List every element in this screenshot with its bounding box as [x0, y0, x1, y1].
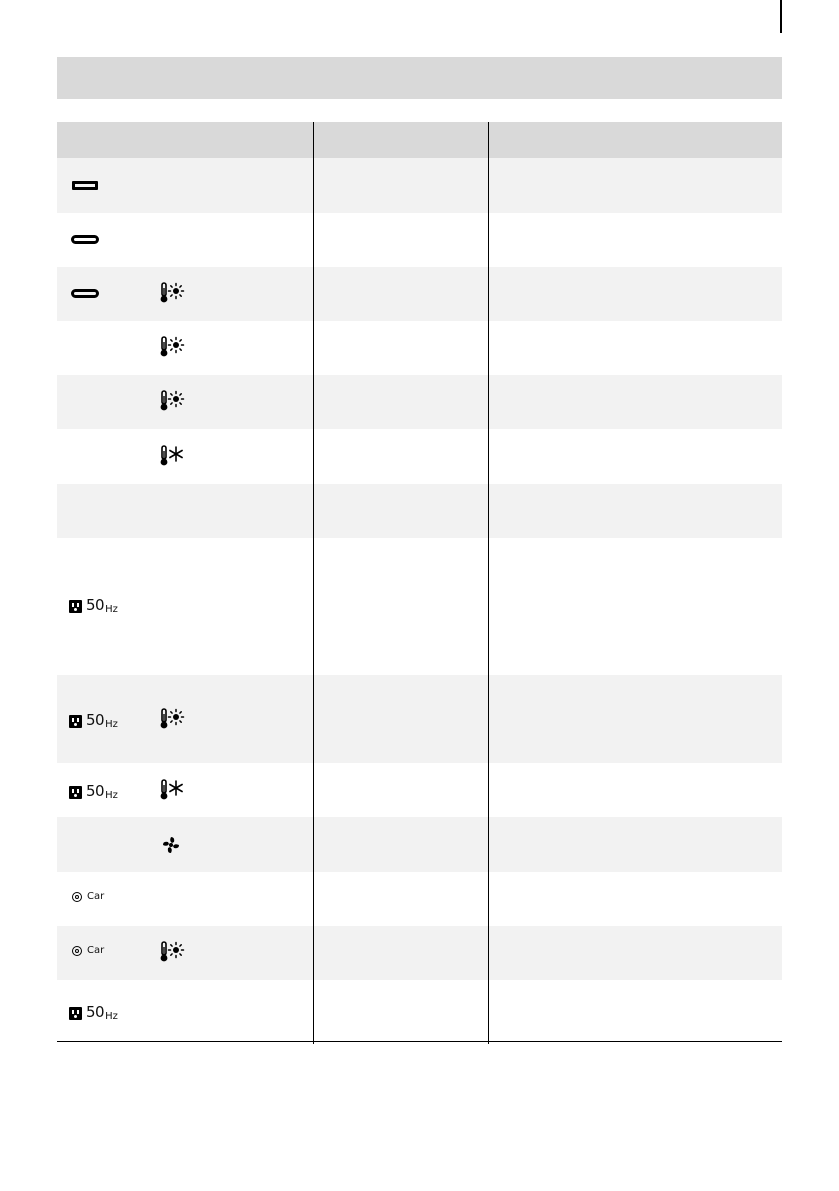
car-port-group — [72, 945, 104, 956]
row-11-indicator-cell — [57, 817, 313, 872]
thermometer-sun-icon — [158, 282, 186, 304]
car-port-label: Car — [87, 945, 105, 956]
table-row — [57, 538, 782, 675]
ac-frequency-unit: Hz — [105, 719, 118, 730]
status-icon-table — [57, 122, 782, 1044]
ac-frequency-value: 50 — [86, 711, 105, 729]
page-edge-marker — [780, 0, 782, 33]
row-1-status-cell — [313, 158, 488, 213]
usb-c-port-icon — [71, 289, 99, 298]
table-row — [57, 817, 782, 872]
ac-frequency-label — [86, 597, 118, 615]
car-port-icon — [72, 892, 82, 902]
table-row — [57, 158, 782, 213]
table-row — [57, 267, 782, 321]
ac-outlet-icon — [69, 715, 82, 728]
row-5-description-cell — [488, 375, 782, 429]
row-2-status-cell — [313, 213, 488, 267]
table-row — [57, 429, 782, 484]
table-row — [57, 213, 782, 267]
ac-outlet-group — [69, 1004, 118, 1022]
ac-outlet-icon — [69, 600, 82, 613]
row-4-indicator-cell — [57, 321, 313, 375]
table-row — [57, 872, 782, 926]
ac-frequency-value: 50 — [86, 782, 105, 800]
row-2-description-cell — [488, 213, 782, 267]
table-row — [57, 484, 782, 538]
thermometer-sun-icon — [158, 336, 186, 358]
thermometer-snow-icon — [158, 445, 186, 467]
thermometer-snow-icon — [158, 779, 186, 801]
row-7-description-cell — [488, 484, 782, 538]
row-4-description-cell — [488, 321, 782, 375]
row-12-status-cell — [313, 872, 488, 926]
row-8-status-cell — [313, 538, 488, 675]
row-9-indicator-cell — [57, 675, 313, 763]
row-11-description-cell — [488, 817, 782, 872]
row-9-description-cell — [488, 675, 782, 763]
row-11-status-cell — [313, 817, 488, 872]
ac-frequency-unit: Hz — [105, 604, 118, 615]
row-6-status-cell — [313, 429, 488, 484]
row-14-status-cell — [313, 980, 488, 1044]
table-row — [57, 763, 782, 817]
ac-frequency-value: 50 — [86, 1003, 105, 1021]
ac-outlet-group — [69, 783, 118, 801]
row-14-description-cell — [488, 980, 782, 1044]
row-2-indicator-cell — [57, 213, 313, 267]
thermometer-sun-icon — [158, 941, 186, 963]
table-row — [57, 321, 782, 375]
row-12-description-cell — [488, 872, 782, 926]
ac-frequency-label — [86, 712, 118, 730]
row-9-status-cell — [313, 675, 488, 763]
row-3-description-cell — [488, 267, 782, 321]
row-13-indicator-cell — [57, 926, 313, 980]
thermometer-sun-icon — [158, 708, 186, 730]
row-13-description-cell — [488, 926, 782, 980]
row-1-indicator-cell — [57, 158, 313, 213]
row-6-indicator-cell — [57, 429, 313, 484]
section-title-bar — [57, 57, 782, 99]
table-row — [57, 980, 782, 1044]
thermometer-sun-icon — [158, 390, 186, 412]
ac-outlet-group — [69, 712, 118, 730]
header-cell-description — [488, 122, 782, 158]
ac-outlet-icon — [69, 1007, 82, 1020]
row-10-description-cell — [488, 763, 782, 817]
row-13-status-cell — [313, 926, 488, 980]
ac-outlet-icon-ground-pin — [74, 723, 77, 726]
row-8-description-cell — [488, 538, 782, 675]
row-5-status-cell — [313, 375, 488, 429]
car-port-icon — [72, 946, 82, 956]
car-port-group — [72, 891, 104, 902]
ac-outlet-icon — [69, 786, 82, 799]
ac-frequency-unit: Hz — [105, 1011, 118, 1022]
ac-frequency-value: 50 — [86, 596, 105, 614]
header-cell-status — [313, 122, 488, 158]
row-10-indicator-cell — [57, 763, 313, 817]
ac-outlet-group — [69, 597, 118, 615]
row-5-indicator-cell — [57, 375, 313, 429]
ac-outlet-icon-ground-pin — [74, 608, 77, 611]
row-14-indicator-cell — [57, 980, 313, 1044]
row-3-indicator-cell — [57, 267, 313, 321]
ac-frequency-label — [86, 783, 118, 801]
usb-a-port-icon — [72, 181, 98, 190]
table-row — [57, 926, 782, 980]
ac-frequency-unit: Hz — [105, 790, 118, 801]
row-3-status-cell — [313, 267, 488, 321]
table-header-row — [57, 122, 782, 158]
table-bottom-rule — [57, 1041, 782, 1042]
row-10-status-cell — [313, 763, 488, 817]
row-7-status-cell — [313, 484, 488, 538]
ac-outlet-icon-ground-pin — [74, 1015, 77, 1018]
table-row — [57, 675, 782, 763]
table-row — [57, 375, 782, 429]
row-4-status-cell — [313, 321, 488, 375]
row-1-description-cell — [488, 158, 782, 213]
car-port-label: Car — [87, 891, 105, 902]
row-7-indicator-cell — [57, 484, 313, 538]
usb-c-port-icon — [71, 235, 99, 244]
row-12-indicator-cell — [57, 872, 313, 926]
row-8-indicator-cell — [57, 538, 313, 675]
ac-frequency-label — [86, 1004, 118, 1022]
ac-outlet-icon-ground-pin — [74, 794, 77, 797]
header-cell-indicator — [57, 122, 313, 158]
row-6-description-cell — [488, 429, 782, 484]
fan-icon — [162, 836, 180, 854]
